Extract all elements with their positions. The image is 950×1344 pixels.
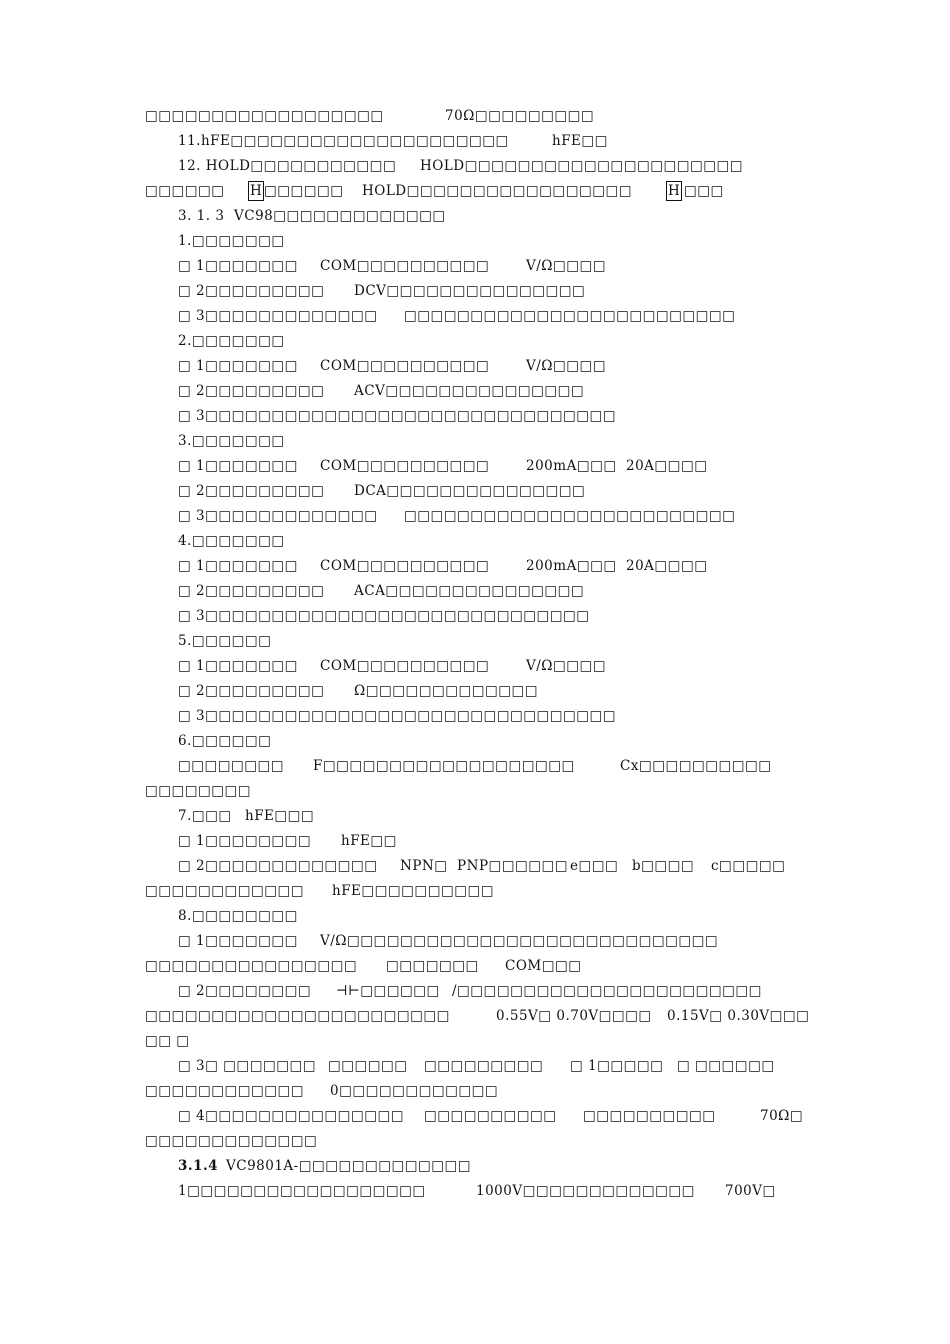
- text-segment: □ 1□□□□□: [570, 1058, 664, 1074]
- text-line: [0, 529, 950, 554]
- text-line: [0, 854, 950, 879]
- text-segment: 1.□□□□□□□: [178, 233, 285, 249]
- text-segment: e□□□: [570, 858, 619, 874]
- boxed-key-label: H: [668, 183, 681, 199]
- text-segment: DCA□□□□□□□□□□□□□□□: [354, 483, 586, 499]
- text-segment: 700V□: [725, 1183, 776, 1199]
- text-segment: □□□□□□□□□□: [583, 1108, 716, 1124]
- text-segment: □□□□□□□□□□□□: [145, 883, 305, 899]
- text-segment: Ω□□□□□□□□□□□□□: [354, 683, 539, 699]
- text-segment: ⊣⊢□□□□□□: [336, 983, 440, 999]
- text-segment: □ 1□□□□□□□: [178, 258, 298, 274]
- text-line: [0, 204, 950, 229]
- text-segment: □□□□□□□□□□□□□□□□□□□□□□□□□: [404, 508, 736, 524]
- text-segment: 20A□□□□: [626, 458, 708, 474]
- text-segment: □ 1□□□□□□□: [178, 358, 298, 374]
- text-line: [0, 954, 950, 979]
- text-segment: □ 2□□□□□□□□□: [178, 583, 325, 599]
- text-line: [0, 754, 950, 779]
- text-segment: 200mA□□□: [526, 558, 617, 574]
- text-segment: hFE□□: [341, 833, 397, 849]
- text-line: [0, 804, 950, 829]
- text-segment: □ 2□□□□□□□□□: [178, 283, 325, 299]
- text-segment: □ 3□□□□□□□□□□□□□: [178, 508, 378, 524]
- text-line: [0, 829, 950, 854]
- text-segment: 6.□□□□□□: [178, 733, 272, 749]
- text-line: [0, 154, 950, 179]
- text-segment: □□ □: [145, 1033, 190, 1049]
- text-segment: □□□□□□□□□: [424, 1058, 544, 1074]
- text-segment: □□□□□□□□□□□□□□□□□□□□□□□□□: [404, 308, 736, 324]
- text-line: [0, 654, 950, 679]
- text-line: [0, 1179, 950, 1204]
- text-segment: 12. HOLD□□□□□□□□□□□: [178, 158, 397, 174]
- text-line: [0, 454, 950, 479]
- text-segment: COM□□□□□□□□□□: [320, 258, 490, 274]
- text-line: [0, 1129, 950, 1154]
- text-segment: □ 3□□□□□□□□□□□□□□□□□□□□□□□□□□□□□□□: [178, 408, 617, 424]
- text-line: [0, 629, 950, 654]
- text-segment: 8.□□□□□□□□: [178, 908, 298, 924]
- text-segment: □□□□□□: [264, 183, 344, 199]
- text-segment: □ 3□□□□□□□□□□□□□□□□□□□□□□□□□□□□□□□: [178, 708, 617, 724]
- text-segment: COM□□□□□□□□□□: [320, 658, 490, 674]
- text-segment: V/Ω□□□□: [526, 358, 607, 374]
- text-line: [0, 379, 950, 404]
- text-segment: □ 2□□□□□□□□: [178, 983, 312, 999]
- text-segment: □ 2□□□□□□□□□: [178, 683, 325, 699]
- boxed-key-label: H: [250, 183, 263, 199]
- text-line: [0, 229, 950, 254]
- text-segment: 1000V□□□□□□□□□□□□□: [476, 1183, 695, 1199]
- text-segment: 1□□□□□□□□□□□□□□□□□□: [178, 1183, 426, 1199]
- text-line: [0, 1154, 950, 1179]
- text-segment: □ 3□ □□□□□□□: [178, 1058, 316, 1074]
- text-line: [0, 704, 950, 729]
- text-segment: 5.□□□□□□: [178, 633, 272, 649]
- text-segment: □ 1□□□□□□□: [178, 558, 298, 574]
- text-segment: DCV□□□□□□□□□□□□□□□: [354, 283, 586, 299]
- text-segment: □ 3□□□□□□□□□□□□□□□□□□□□□□□□□□□□□: [178, 608, 590, 624]
- text-segment: HOLD□□□□□□□□□□□□□□□□□□□□□: [420, 158, 743, 174]
- text-line: [0, 1079, 950, 1104]
- text-segment: 3.1.4: [178, 1158, 219, 1174]
- text-segment: V/Ω□□□□: [526, 258, 607, 274]
- text-segment: 3. 1. 3 VC98□□□□□□□□□□□□□: [178, 208, 446, 224]
- text-line: [0, 329, 950, 354]
- text-segment: hFE□□□: [245, 808, 315, 824]
- text-line: [0, 104, 950, 129]
- text-line: [0, 679, 950, 704]
- text-segment: HOLD□□□□□□□□□□□□□□□□□: [362, 183, 632, 199]
- text-segment: □□□□□□□□□□□□□□□□: [145, 958, 358, 974]
- text-segment: □□□□□□□□□□: [424, 1108, 557, 1124]
- text-segment: □ □□□□□□: [677, 1058, 775, 1074]
- text-line: [0, 254, 950, 279]
- text-line: [0, 1054, 950, 1079]
- text-segment: □□□□□□□: [386, 958, 479, 974]
- text-segment: COM□□□□□□□□□□: [320, 358, 490, 374]
- text-segment: V/Ω□□□□: [526, 658, 607, 674]
- text-segment: □□□: [684, 183, 724, 199]
- text-segment: ACA□□□□□□□□□□□□□□□: [354, 583, 585, 599]
- text-line: [0, 429, 950, 454]
- text-segment: □ 1□□□□□□□□: [178, 833, 312, 849]
- text-line: [0, 879, 950, 904]
- text-line: [0, 1004, 950, 1029]
- text-segment: COM□□□: [505, 958, 582, 974]
- text-line: [0, 129, 950, 154]
- text-line: [0, 929, 950, 954]
- text-line: [0, 904, 950, 929]
- text-line: [0, 729, 950, 754]
- text-line: [0, 554, 950, 579]
- text-segment: □ 3□□□□□□□□□□□□□: [178, 308, 378, 324]
- text-segment: 200mA□□□: [526, 458, 617, 474]
- text-line: [0, 304, 950, 329]
- text-segment: □□□□□□□□□□□□: [145, 1083, 305, 1099]
- text-line: [0, 354, 950, 379]
- text-segment: c□□□□□: [711, 858, 786, 874]
- text-line: [0, 504, 950, 529]
- text-segment: □ 1□□□□□□□: [178, 658, 298, 674]
- text-segment: 0.15V□ 0.30V□□□: [667, 1008, 810, 1024]
- text-segment: hFE□□: [552, 133, 608, 149]
- text-segment: □□□□□□□□□□□□□□□□□□: [145, 108, 384, 124]
- text-line: [0, 979, 950, 1004]
- text-segment: 7.□□□: [178, 808, 232, 824]
- text-segment: □□□□□□□□□□□□□: [145, 1133, 318, 1149]
- text-segment: COM□□□□□□□□□□: [320, 558, 490, 574]
- text-line: [0, 479, 950, 504]
- text-segment: V/Ω□□□□□□□□□□□□□□□□□□□□□□□□□□□□: [320, 933, 719, 949]
- text-line: [0, 179, 950, 204]
- text-segment: 70Ω□□□□□□□□□: [445, 108, 595, 124]
- text-segment: 2.□□□□□□□: [178, 333, 285, 349]
- text-segment: □ 4□□□□□□□□□□□□□□□: [178, 1108, 404, 1124]
- text-segment: 0□□□□□□□□□□□□: [330, 1083, 499, 1099]
- text-line: [0, 1029, 950, 1054]
- text-segment: 3.□□□□□□□: [178, 433, 285, 449]
- text-line: [0, 579, 950, 604]
- text-segment: □ 2□□□□□□□□□: [178, 483, 325, 499]
- text-segment: □□□□□□: [328, 1058, 408, 1074]
- text-segment: 4.□□□□□□□: [178, 533, 285, 549]
- text-segment: F□□□□□□□□□□□□□□□□□□□: [313, 758, 575, 774]
- text-segment: 11.hFE□□□□□□□□□□□□□□□□□□□□□: [178, 133, 509, 149]
- text-segment: VC9801A-□□□□□□□□□□□□□: [226, 1158, 472, 1174]
- text-segment: 70Ω□: [760, 1108, 804, 1124]
- text-segment: Cx□□□□□□□□□□: [620, 758, 772, 774]
- text-segment: /□□□□□□□□□□□□□□□□□□□□□□□: [452, 983, 762, 999]
- text-segment: □□□□□□: [145, 183, 225, 199]
- text-segment: 0.55V□ 0.70V□□□□: [496, 1008, 652, 1024]
- text-line: [0, 279, 950, 304]
- text-line: [0, 404, 950, 429]
- text-segment: □ 2□□□□□□□□□: [178, 383, 325, 399]
- text-segment: hFE□□□□□□□□□□: [332, 883, 494, 899]
- text-segment: □□□□□□□□: [178, 758, 285, 774]
- text-segment: □ 1□□□□□□□: [178, 458, 298, 474]
- text-segment: □□□□□□□□□□□□□□□□□□□□□□□: [145, 1008, 450, 1024]
- text-segment: 20A□□□□: [626, 558, 708, 574]
- text-segment: □ 2□□□□□□□□□□□□□: [178, 858, 378, 874]
- text-segment: □ 1□□□□□□□: [178, 933, 298, 949]
- text-segment: b□□□□: [632, 858, 695, 874]
- text-segment: NPN□ PNP□□□□□□: [400, 858, 569, 874]
- text-line: [0, 604, 950, 629]
- text-line: [0, 1104, 950, 1129]
- text-segment: COM□□□□□□□□□□: [320, 458, 490, 474]
- text-segment: ACV□□□□□□□□□□□□□□□: [354, 383, 585, 399]
- text-line: [0, 779, 950, 804]
- text-segment: □□□□□□□□: [145, 783, 252, 799]
